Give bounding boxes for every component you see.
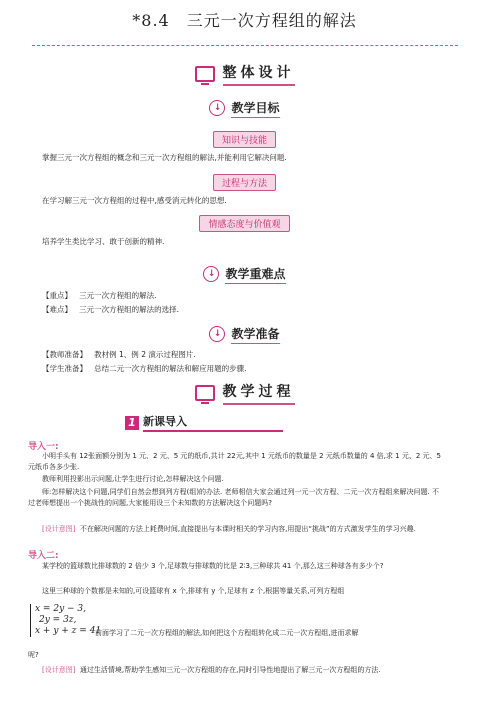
part-new-lesson xyxy=(125,413,283,432)
section-process-label: 教学过程 xyxy=(223,381,295,405)
emotion-text: 培养学生类比学习、敢于创新的精神. xyxy=(42,237,165,246)
heading-goals xyxy=(0,95,489,118)
difficulty-point xyxy=(42,304,452,315)
title-divider xyxy=(32,45,458,46)
pill-knowledge xyxy=(0,128,489,148)
diff-label: 【难点】 xyxy=(42,305,72,314)
intro-one-label: 导入一: xyxy=(28,442,59,452)
student-prep xyxy=(42,363,452,374)
intro-two-label: 导入二: xyxy=(28,551,59,561)
process-text: 在学习解三元一次方程组的过程中,感受消元转化的思想. xyxy=(42,196,227,205)
section-overall-label: 整体设计 xyxy=(223,62,295,86)
intro-two-problem: 某学校的篮球数比排球数的 2 倍少 3 个,足球数与排球数的比是 2∶3,三种球共 41 个,那么这三种球各有多少个? xyxy=(42,562,384,570)
page-title: *8.4 三元一次方程组的解法 xyxy=(132,11,357,30)
equation-3: x + y + z = 41 xyxy=(35,626,102,636)
intro-one-dialog: 师:怎样解决这个问题,同学们自然会想到列方程(组)的办法. 老师相信大家会通过列一元一次方程、二元一次方程组来解决问题. 不过老师想提出一个挑战性的问题,大家能用设三个未知数的方法解决这个问题吗? xyxy=(28,488,439,507)
teacher-prep xyxy=(42,349,452,360)
heading-goals-label: 教学目标 xyxy=(231,99,279,118)
pill-process xyxy=(0,171,489,191)
design-note-text: 通过生活情境,帮助学生感知三元一次方程组的存在,同时引导性地提出了解三元一次方程组的方法. xyxy=(79,666,381,674)
teacher-label: 【教师准备】 xyxy=(42,350,87,359)
monitor-icon xyxy=(195,385,215,401)
arrow-down-icon: ↓ xyxy=(209,100,225,116)
knowledge-text: 掌握三元一次方程组的概念和三元一次方程组的解法,并能利用它解决问题. xyxy=(42,153,287,162)
design-note-two xyxy=(28,665,444,676)
student-label: 【学生准备】 xyxy=(42,364,87,373)
arrow-down-icon: ↓ xyxy=(209,326,225,342)
heading-key xyxy=(0,261,489,284)
design-note-text: 不在解决问题的方法上耗费时间,直接提出与本课时相关的学习内容,用提出“挑战”的方式激发学生的学习兴趣. xyxy=(79,525,416,533)
part-label: 新课导入 xyxy=(143,413,283,432)
design-note-label: [设计意图] xyxy=(42,666,76,674)
equation-system xyxy=(30,604,101,637)
teacher-text: 教材例 1、例 2 演示过程图片. xyxy=(94,350,196,359)
design-note-label: [设计意图] xyxy=(42,525,76,533)
part-number: 1 xyxy=(125,416,139,430)
equation-1: x = 2y − 3, xyxy=(35,604,86,614)
arrow-down-icon: ↓ xyxy=(203,266,219,282)
key-point xyxy=(42,290,452,301)
heading-prep xyxy=(0,321,489,344)
pill-emotion-label: 情感态度与价值观 xyxy=(199,215,289,232)
pill-knowledge-label: 知识与技能 xyxy=(213,131,276,148)
diff-text: 三元一次方程组的解法的选择. xyxy=(79,305,180,314)
student-text: 总结二元一次方程组的解法和解应用题的步骤. xyxy=(94,364,247,373)
pill-emotion xyxy=(0,212,489,232)
design-note-one xyxy=(28,524,444,535)
intro-two-question-end: 呢? xyxy=(28,651,39,659)
intro-two-setup: 这里三种球的个数都是未知的,可设篮球有 x 个,排球有 y 个,足球有 z 个,根据等量关系,可列方程组 xyxy=(42,587,345,595)
equation-2: 2y = 3z, xyxy=(39,615,77,625)
intro-two-question: 前面学习了二元一次方程组的解法,如何把这个方程组转化成二元一次方程组,进而求解 xyxy=(95,629,359,637)
key-text: 三元一次方程组的解法. xyxy=(79,291,157,300)
intro-one-problem: 小明手头有 12张面额分别为 1 元、2 元、5 元的纸币,共计 22元,其中 1 元纸币的数量是 2 元纸币数量的 4 倍,求 1 元、2 元、5 元纸币各多少张. xyxy=(28,452,441,471)
monitor-icon xyxy=(195,66,215,82)
heading-key-label: 教学重难点 xyxy=(225,265,285,284)
section-overall xyxy=(0,62,489,86)
pill-process-label: 过程与方法 xyxy=(213,174,276,191)
heading-prep-label: 教学准备 xyxy=(231,325,279,344)
intro-one-teacher: 教师利用投影出示问题,让学生进行讨论,怎样解决这个问题. xyxy=(42,475,224,483)
section-process xyxy=(0,381,489,405)
key-label: 【重点】 xyxy=(42,291,72,300)
